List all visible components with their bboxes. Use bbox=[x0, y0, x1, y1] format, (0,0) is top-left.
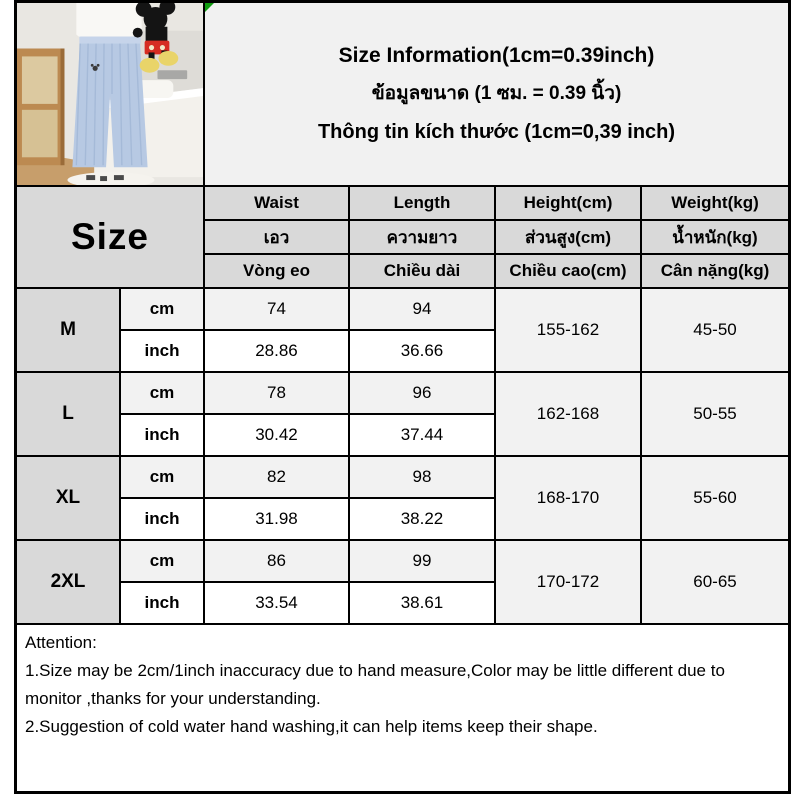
unit-cm-m: cm bbox=[120, 288, 204, 330]
unit-cm-l: cm bbox=[120, 372, 204, 414]
unit-inch-xl: inch bbox=[120, 498, 204, 540]
length-cm-2xl: 99 bbox=[349, 540, 495, 582]
title-thai: ข้อมูลขนาด (1 ซม. = 0.39 นิ้ว) bbox=[371, 83, 622, 104]
unit-cm-xl: cm bbox=[120, 456, 204, 498]
length-cm-xl: 98 bbox=[349, 456, 495, 498]
size-corner-cell bbox=[16, 186, 204, 288]
title-english: Size Information(1cm=0.39inch) bbox=[338, 44, 655, 67]
header-height-vi: Chiều cao(cm) bbox=[495, 254, 641, 288]
size-label-l: L bbox=[16, 372, 120, 456]
header-weight-en: Weight(kg) bbox=[641, 186, 789, 220]
length-cm-m: 94 bbox=[349, 288, 495, 330]
unit-inch-l: inch bbox=[120, 414, 204, 456]
header-waist-vi: Vòng eo bbox=[204, 254, 349, 288]
height-l: 162-168 bbox=[495, 372, 641, 456]
weight-xl: 55-60 bbox=[641, 456, 789, 540]
length-inch-l: 37.44 bbox=[349, 414, 495, 456]
attention-note-2: 2.Suggestion of cold water hand washing,it can help items keep their shape. bbox=[25, 717, 598, 736]
length-inch-xl: 38.22 bbox=[349, 498, 495, 540]
waist-inch-2xl: 33.54 bbox=[204, 582, 349, 624]
header-height-th: ส่วนสูง(cm) bbox=[495, 220, 641, 254]
attention-notes bbox=[16, 624, 789, 792]
height-xl: 168-170 bbox=[495, 456, 641, 540]
header-length-th: ความยาว bbox=[349, 220, 495, 254]
size-chart-table bbox=[14, 0, 791, 794]
size-label-2xl: 2XL bbox=[16, 540, 120, 624]
title-vietnamese: Thông tin kích thước (1cm=0,39 inch) bbox=[317, 121, 676, 143]
product-photo bbox=[16, 2, 204, 186]
header-length-vi: Chiều dài bbox=[349, 254, 495, 288]
weight-m: 45-50 bbox=[641, 288, 789, 372]
bedroom-scene-illustration bbox=[17, 3, 203, 185]
header-length-en: Length bbox=[349, 186, 495, 220]
waist-cm-m: 74 bbox=[204, 288, 349, 330]
header-waist-en: Waist bbox=[204, 186, 349, 220]
unit-inch-2xl: inch bbox=[120, 582, 204, 624]
height-2xl: 170-172 bbox=[495, 540, 641, 624]
waist-inch-xl: 31.98 bbox=[204, 498, 349, 540]
height-m: 155-162 bbox=[495, 288, 641, 372]
weight-2xl: 60-65 bbox=[641, 540, 789, 624]
unit-inch-m: inch bbox=[120, 330, 204, 372]
unit-cm-2xl: cm bbox=[120, 540, 204, 582]
header-weight-vi: Cân nặng(kg) bbox=[641, 254, 789, 288]
waist-inch-l: 30.42 bbox=[204, 414, 349, 456]
size-corner-label: Size bbox=[70, 216, 150, 257]
waist-cm-l: 78 bbox=[204, 372, 349, 414]
header-waist-th: เอว bbox=[204, 220, 349, 254]
waist-inch-m: 28.86 bbox=[204, 330, 349, 372]
attention-note-1: 1.Size may be 2cm/1inch inaccuracy due to hand measure,Color may be little different due to monitor ,thanks for your understanding. bbox=[25, 661, 725, 708]
attention-heading: Attention: bbox=[25, 633, 97, 652]
waist-cm-xl: 82 bbox=[204, 456, 349, 498]
length-cm-l: 96 bbox=[349, 372, 495, 414]
comment-marker-icon bbox=[205, 3, 214, 12]
waist-cm-2xl: 86 bbox=[204, 540, 349, 582]
length-inch-2xl: 38.61 bbox=[349, 582, 495, 624]
title-block bbox=[204, 2, 789, 186]
length-inch-m: 36.66 bbox=[349, 330, 495, 372]
size-label-xl: XL bbox=[16, 456, 120, 540]
header-weight-th: น้ำหนัก(kg) bbox=[641, 220, 789, 254]
size-label-m: M bbox=[16, 288, 120, 372]
weight-l: 50-55 bbox=[641, 372, 789, 456]
header-height-en: Height(cm) bbox=[495, 186, 641, 220]
